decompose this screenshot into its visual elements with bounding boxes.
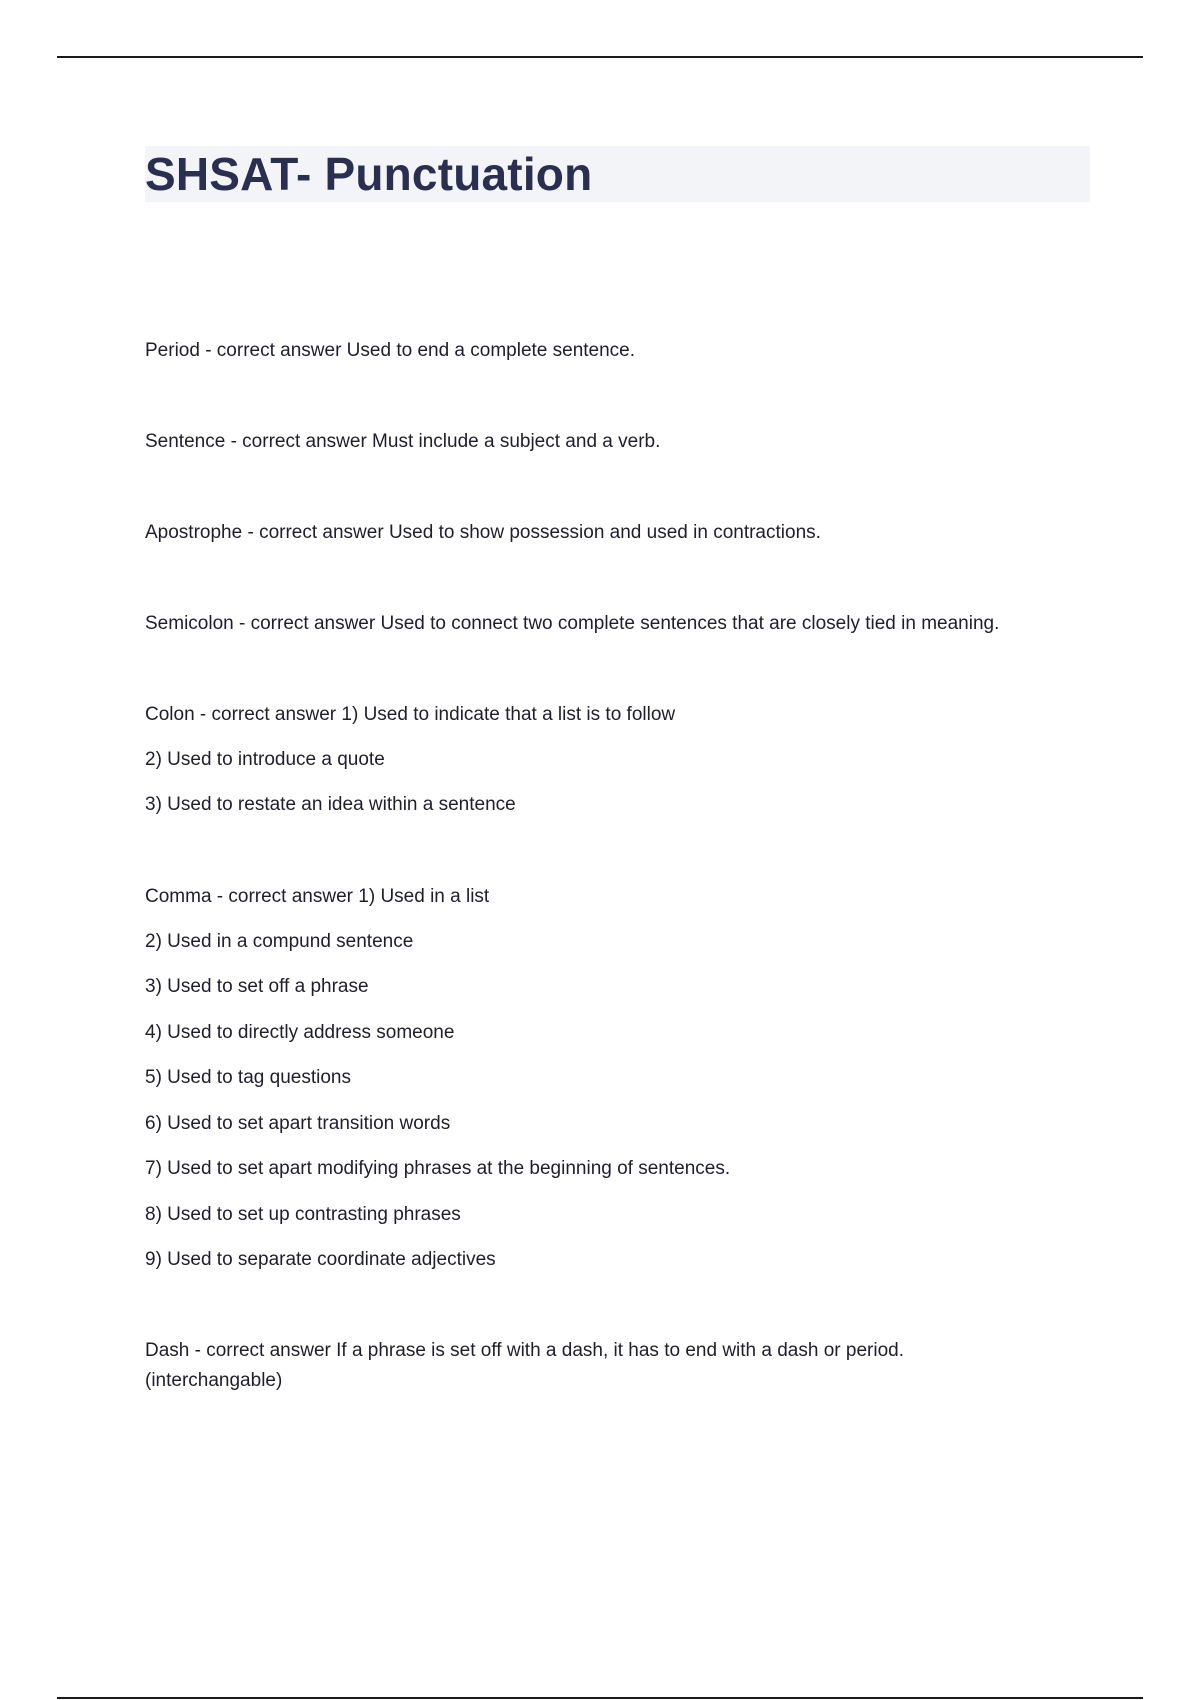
- entry-colon-item: 2) Used to introduce a quote: [145, 749, 385, 770]
- entry-comma-item: 7) Used to set apart modifying phrases at the beginning of sentences.: [145, 1158, 731, 1179]
- entry-comma-item: 4) Used to directly address someone: [145, 1022, 455, 1043]
- entry-comma-item: 5) Used to tag questions: [145, 1067, 351, 1088]
- entry-comma-item: 2) Used in a compund sentence: [145, 931, 414, 952]
- entry-comma-item: 3) Used to set off a phrase: [145, 976, 369, 997]
- entry-colon-item: 3) Used to restate an idea within a sentence: [145, 794, 516, 815]
- entry-comma-item: 6) Used to set apart transition words: [145, 1113, 451, 1134]
- entry-sentence: Sentence - correct answer Must include a subject and a verb.: [145, 431, 661, 452]
- entry-comma: Comma - correct answer 1) Used in a list: [145, 886, 490, 907]
- entry-comma-item: 8) Used to set up contrasting phrases: [145, 1204, 461, 1225]
- page-title: SHSAT- Punctuation: [145, 148, 593, 200]
- entry-dash: Dash - correct answer If a phrase is set off with a dash, it has to end with a dash or period. (interchangable): [145, 1340, 904, 1391]
- entry-apostrophe: Apostrophe - correct answer Used to show possession and used in contractions.: [145, 522, 821, 543]
- entry-colon: Colon - correct answer 1) Used to indicate that a list is to follow: [145, 704, 676, 725]
- entry-semicolon: Semicolon - correct answer Used to connect two complete sentences that are closely tied in meaning.: [145, 613, 1000, 634]
- bottom-divider: [57, 1697, 1143, 1699]
- top-divider: [57, 56, 1143, 58]
- entry-comma-item: 9) Used to separate coordinate adjectives: [145, 1249, 496, 1270]
- entry-period: Period - correct answer Used to end a complete sentence.: [145, 340, 636, 361]
